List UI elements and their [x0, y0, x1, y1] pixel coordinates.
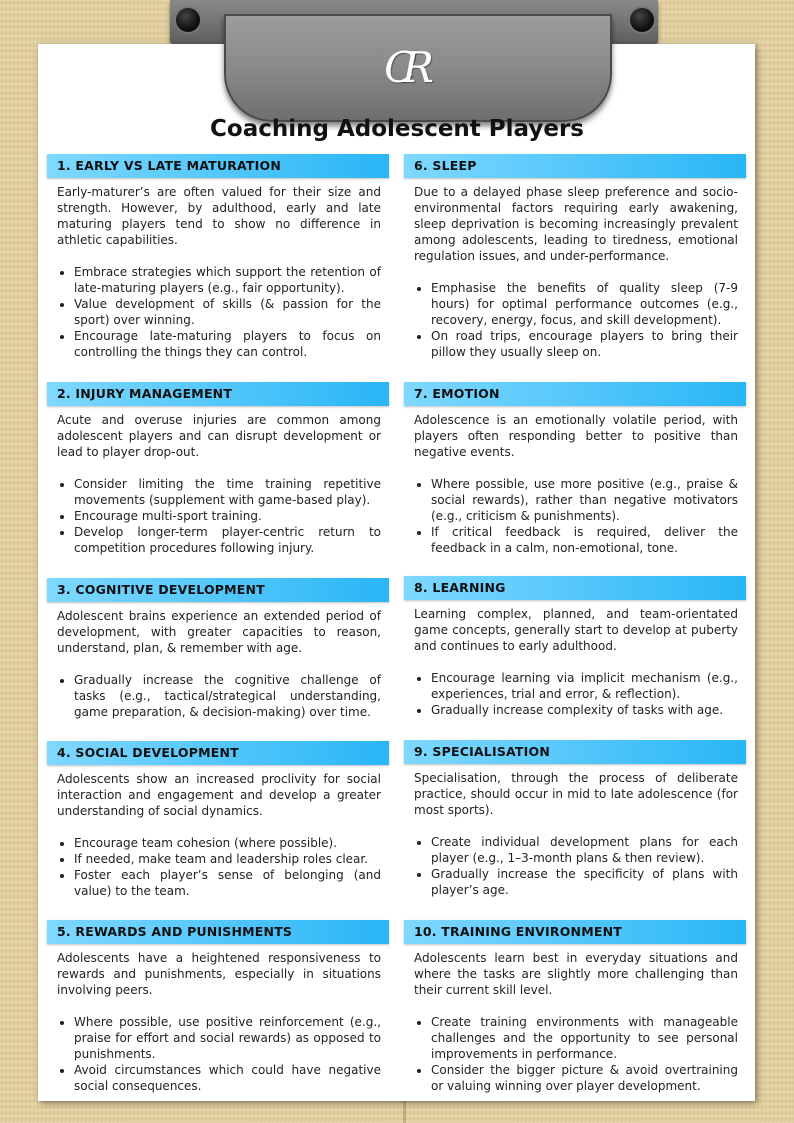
section-intro: Adolescent brains experience an extended period of development, with greater capacities to reason, understand, plan, & remember with age. — [57, 609, 381, 655]
bullet-list — [57, 476, 381, 556]
list-item: • Consider limiting the time training repetitive movements (supplement with game-based play). — [74, 476, 381, 508]
section-injury-management — [47, 382, 389, 556]
list-item: • Encourage team cohesion (where possible). — [74, 835, 381, 851]
bullet-list — [414, 1014, 738, 1094]
list-item: • Where possible, use positive reinforcement (e.g., praise for effort and social rewards) as opposed to punishments. — [74, 1014, 381, 1062]
section-cognitive-development — [47, 578, 389, 720]
section-emotion — [404, 382, 746, 556]
list-item: • Emphasise the benefits of quality sleep (7-9 hours) for optimal performance outcomes (e.g., recovery, energy, focus, and skill development). — [431, 280, 738, 328]
list-item: • Gradually increase the specificity of plans with player’s age. — [431, 866, 738, 898]
bullet-list — [414, 476, 738, 556]
section-intro: Adolescence is an emotionally volatile period, with players often responding better to positive than negative events. — [414, 413, 738, 459]
bullet-list — [57, 1014, 381, 1094]
list-item: • Create individual development plans for each player (e.g., 1–3-month plans & then review). — [431, 834, 738, 866]
section-heading: 4. SOCIAL DEVELOPMENT — [47, 741, 389, 765]
bullet-list — [57, 672, 381, 720]
section-intro: Early-maturer’s are often valued for their size and strength. However, by adulthood, early and late maturing players tend to show no difference in athletic capabilities. — [57, 185, 381, 247]
section-heading: 7. EMOTION — [404, 382, 746, 406]
list-item: • Encourage late-maturing players to focus on controlling the things they can control. — [74, 328, 381, 360]
cr-logo: CR — [384, 43, 420, 92]
section-intro: Acute and overuse injuries are common among adolescent players and can disrupt development or lead to player drop-out. — [57, 413, 381, 459]
section-social-development — [47, 741, 389, 899]
section-sleep — [404, 154, 746, 360]
section-intro: Adolescents show an increased proclivity for social interaction and engagement and develop a greater understanding of social dynamics. — [57, 772, 381, 818]
list-item: • Create training environments with manageable challenges and the opportunity to see personal improvements in performance. — [431, 1014, 738, 1062]
section-heading: 8. LEARNING — [404, 576, 746, 600]
section-intro: Learning complex, planned, and team-orientated game concepts, generally start to develop at puberty and continues to early adulthood. — [414, 607, 738, 653]
list-item: • Encourage multi-sport training. — [74, 508, 381, 524]
section-heading: 3. COGNITIVE DEVELOPMENT — [47, 578, 389, 602]
bullet-list — [414, 670, 738, 718]
list-item: • Avoid circumstances which could have negative social consequences. — [74, 1062, 381, 1094]
bullet-list — [414, 834, 738, 898]
list-item: • Foster each player’s sense of belonging (and value) to the team. — [74, 867, 381, 899]
rivet-left-icon — [176, 8, 200, 32]
list-item: • Gradually increase the cognitive challenge of tasks (e.g., tactical/strategical understanding, game preparation, & decision-making) over time. — [74, 672, 381, 720]
list-item: • Encourage learning via implicit mechanism (e.g., experiences, trial and error, & reflection). — [431, 670, 738, 702]
section-heading: 2. INJURY MANAGEMENT — [47, 382, 389, 406]
section-heading: 6. SLEEP — [404, 154, 746, 178]
rivet-right-icon — [630, 8, 654, 32]
bullet-list — [57, 264, 381, 360]
list-item: • If needed, make team and leadership roles clear. — [74, 851, 381, 867]
section-heading: 9. SPECIALISATION — [404, 740, 746, 764]
list-item: • Value development of skills (& passion for the sport) over winning. — [74, 296, 381, 328]
section-intro: Specialisation, through the process of deliberate practice, should occur in mid to late adolescence (for most sports). — [414, 771, 738, 817]
list-item: • Where possible, use more positive (e.g., praise & social rewards), rather than negative motivators (e.g., criticism & punishments). — [431, 476, 738, 524]
list-item: • On road trips, encourage players to bring their pillow they usually sleep on. — [431, 328, 738, 360]
bullet-list — [57, 835, 381, 899]
section-early-vs-late-maturation — [47, 154, 389, 360]
section-intro: Due to a delayed phase sleep preference and socio-environmental factors requiring early awakening, sleep deprivation is becoming increasingly prevalent among adolescents, leading to tiredness, emotional regulation issues, and under-performance. — [414, 185, 738, 263]
list-item: • Embrace strategies which support the retention of late-maturing players (e.g., fair opportunity). — [74, 264, 381, 296]
section-heading: 10. TRAINING ENVIRONMENT — [404, 920, 746, 944]
section-learning — [404, 576, 746, 718]
section-heading: 1. EARLY VS LATE MATURATION — [47, 154, 389, 178]
section-training-environment — [404, 920, 746, 1094]
section-heading: 5. REWARDS AND PUNISHMENTS — [47, 920, 389, 944]
bullet-list — [414, 280, 738, 360]
section-rewards-and-punishments — [47, 920, 389, 1094]
list-item: • Consider the bigger picture & avoid overtraining or valuing winning over player development. — [431, 1062, 738, 1094]
section-intro: Adolescents learn best in everyday situations and where the tasks are slightly more challenging than their current skill level. — [414, 951, 738, 997]
section-intro: Adolescents have a heightened responsiveness to rewards and punishments, especially in situations involving peers. — [57, 951, 381, 997]
list-item: • If critical feedback is required, deliver the feedback in a calm, non-emotional, tone. — [431, 524, 738, 556]
list-item: • Develop longer-term player-centric return to competition procedures following injury. — [74, 524, 381, 556]
list-item: • Gradually increase complexity of tasks with age. — [431, 702, 738, 718]
page-title: Coaching Adolescent Players — [210, 116, 584, 142]
section-specialisation — [404, 740, 746, 898]
